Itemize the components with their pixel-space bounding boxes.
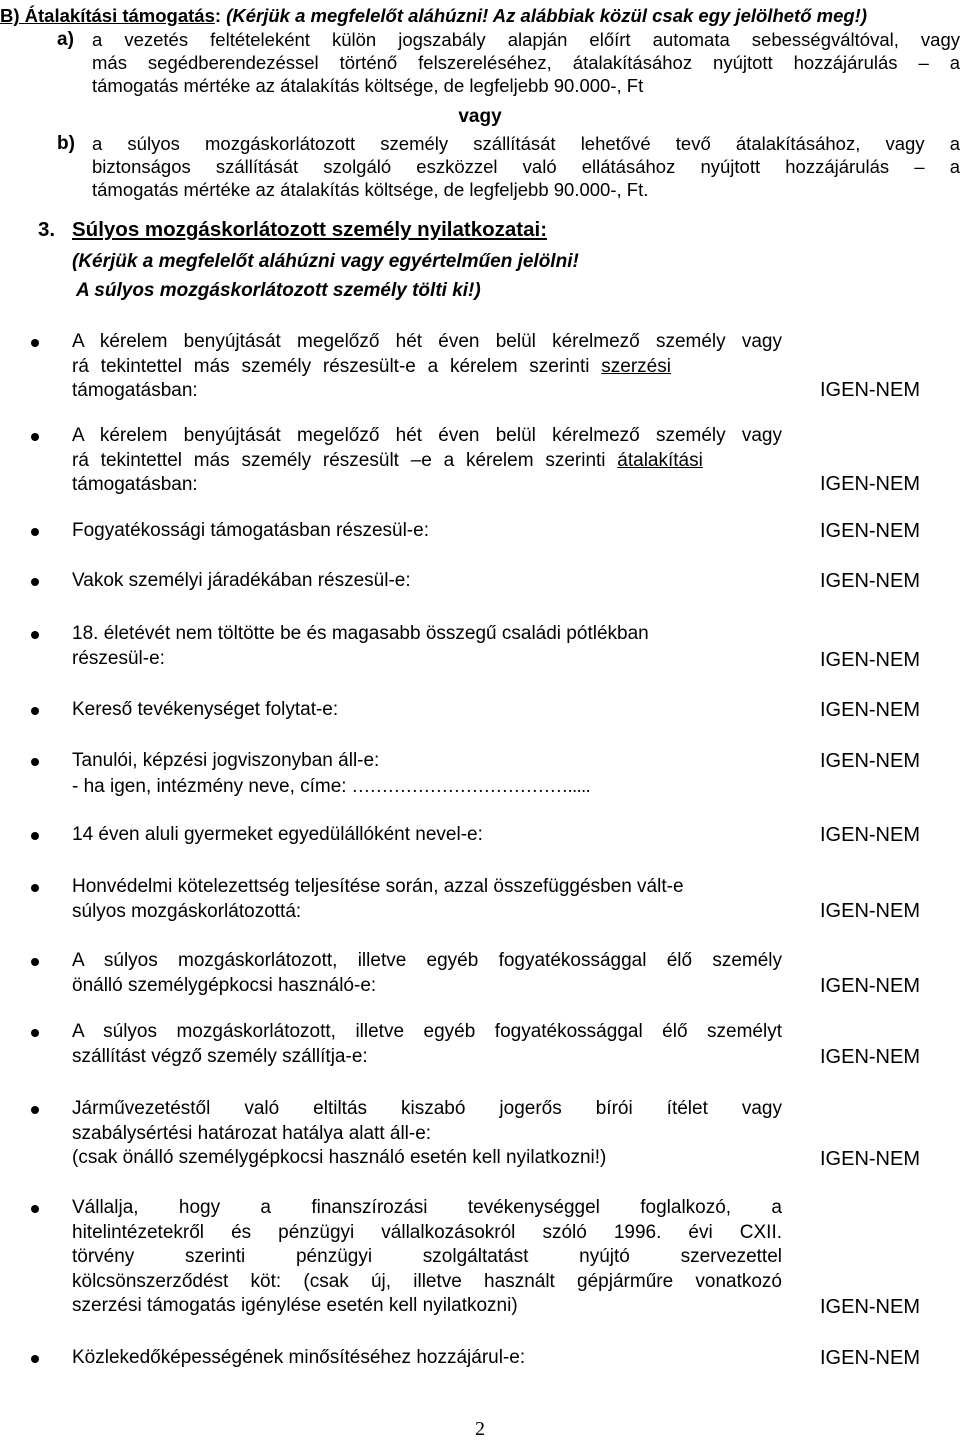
declaration-text [72, 519, 782, 544]
option-b-text [92, 132, 960, 201]
declaration-line [72, 1294, 782, 1319]
igen-nem-choice[interactable]: IGEN-NEM [820, 379, 920, 401]
declaration-text [72, 1196, 782, 1319]
declaration-text [72, 1346, 782, 1371]
declaration-line [72, 622, 782, 647]
option-b-line: biztonságos szállítását szolgáló eszközzel való ellátásához nyújtott hozzájárulás – a [92, 156, 960, 177]
declaration-line [72, 698, 782, 723]
declaration-text [72, 698, 782, 723]
igen-nem-choice[interactable]: IGEN-NEM [820, 750, 920, 772]
declaration-line-text: hitelintézetekről és pénzügyi vállalkozásokról szóló 1996. évi CXII. [72, 1221, 782, 1243]
declaration-text [72, 823, 782, 848]
declaration-line [72, 749, 782, 774]
declaration-line-text: - ha igen, intézmény neve, címe: [72, 775, 352, 797]
declaration-line [72, 949, 782, 974]
declaration-line [72, 379, 782, 404]
declaration-line-text: támogatásban: [72, 380, 198, 401]
declaration-line-text: súlyos mozgáskorlátozottá: [72, 900, 302, 922]
declaration-line [72, 569, 782, 594]
bullet-icon [31, 832, 39, 840]
igen-nem-choice[interactable]: IGEN-NEM [820, 473, 920, 495]
declaration-line [72, 1196, 782, 1221]
declaration-line-text: Tanulói, képzési jogviszonyban áll-e: [72, 750, 380, 771]
option-a-line: támogatás mértéke az átalakítás költsége, de legfeljebb 90.000-, Ft [92, 75, 644, 96]
igen-nem-choice[interactable]: IGEN-NEM [820, 699, 920, 721]
declaration-line-text: részesül-e: [72, 647, 165, 669]
declaration-line [72, 1221, 782, 1246]
bullet-icon [31, 1205, 39, 1213]
declaration-line-text: Járművezetéstől való eltiltás kiszabó jogerős bírói ítélet vagy [72, 1098, 782, 1119]
declaration-text [72, 949, 782, 998]
declaration-text [72, 1097, 782, 1171]
bullet-icon [31, 958, 39, 966]
declaration-line [72, 1122, 782, 1147]
section-b-header [0, 4, 867, 27]
declaration-line [72, 519, 782, 544]
option-b-line: a súlyos mozgáskorlátozott személy szállítását lehetővé tevő átalakításához, vagy a [92, 133, 960, 154]
section-3-note: A súlyos mozgáskorlátozott személy tölti ki!) [76, 280, 481, 301]
declaration-line [72, 875, 782, 900]
declaration-text [72, 749, 782, 799]
igen-nem-choice[interactable]: IGEN-NEM [820, 900, 920, 922]
declaration-line-text: A kérelem benyújtását megelőző hét éven belül kérelmező személy vagy [72, 425, 782, 446]
declaration-text [72, 330, 782, 404]
bullet-icon [31, 884, 39, 892]
declaration-line-text: A súlyos mozgáskorlátozott, illetve egyéb fogyatékossággal élő személy [72, 950, 782, 971]
option-b-label: b) [57, 133, 75, 154]
igen-nem-choice[interactable]: IGEN-NEM [820, 1347, 920, 1369]
bullet-icon [31, 1029, 39, 1037]
declaration-line-text: Honvédelmi kötelezettség teljesítése során, azzal összefüggésben vált-e [72, 876, 684, 897]
igen-nem-choice[interactable]: IGEN-NEM [820, 570, 920, 592]
declaration-line-text: szállítást végző személy szállítja-e: [72, 1045, 368, 1067]
declaration-text [72, 424, 782, 498]
declaration-line-text: kölcsönszerződést köt: (csak új, illetve használt gépjárműre vonatkozó [72, 1270, 782, 1292]
declaration-line [72, 1045, 782, 1070]
declaration-line-text: törvény szerinti pénzügyi szolgáltatást nyújtó szervezettel [72, 1246, 782, 1267]
declaration-line-text: önálló személygépkocsi használó-e: [72, 974, 377, 996]
declaration-line-text: rá tekintettel más személy részesült –e a kérelem szerinti [72, 449, 618, 471]
bullet-icon [31, 528, 39, 536]
declaration-line [72, 1020, 782, 1045]
declaration-line [72, 774, 782, 800]
underlined-term: szerzési [601, 355, 671, 377]
declaration-line-text: 18. életévét nem töltötte be és magasabb összegű családi pótlékban [72, 623, 649, 644]
declaration-line-text: Fogyatékossági támogatásban részesül-e: [72, 520, 429, 541]
declaration-line-text: 14 éven aluli gyermeket egyedülállóként nevel-e: [72, 824, 483, 845]
declaration-line-text: szerzési támogatás igénylése esetén kell nyilatkozni) [72, 1295, 518, 1316]
declaration-line [72, 1346, 782, 1371]
declaration-line [72, 974, 782, 999]
declaration-line [72, 1245, 782, 1270]
declaration-line-text: rá tekintettel más személy részesült-e a kérelem szerinti [72, 355, 602, 377]
declaration-line [72, 449, 782, 474]
igen-nem-choice[interactable]: IGEN-NEM [820, 1046, 920, 1068]
section-3-instruction: (Kérjük a megfelelőt aláhúzni vagy egyértelműen jelölni! [72, 251, 579, 272]
declaration-line [72, 823, 782, 848]
institution-fill-line[interactable]: ………………………………..... [351, 775, 591, 796]
declaration-text [72, 622, 782, 671]
declaration-line [72, 647, 782, 672]
vagy-separator: vagy [458, 106, 502, 127]
declaration-line-text: Vállalja, hogy a finanszírozási tevékenységgel foglalkozó, a [72, 1197, 782, 1218]
section-b-label: B) Átalakítási támogatás [0, 5, 215, 26]
igen-nem-choice[interactable]: IGEN-NEM [820, 1148, 920, 1170]
declaration-text [72, 875, 782, 924]
igen-nem-choice[interactable]: IGEN-NEM [820, 649, 920, 671]
declaration-line-text: A kérelem benyújtását megelőző hét éven belül kérelmező személy vagy [72, 331, 782, 352]
option-a-line: más segédberendezéssel történő felszereléséhez, átalakításához nyújtott hozzájárulás – a [92, 52, 960, 73]
igen-nem-choice[interactable]: IGEN-NEM [820, 975, 920, 997]
declaration-line [72, 900, 782, 925]
bullet-icon [31, 433, 39, 441]
declaration-line [72, 1097, 782, 1122]
option-b-line: támogatás mértéke az átalakítás költsége, de legfeljebb 90.000-, Ft. [92, 179, 649, 200]
option-a-label: a) [57, 29, 74, 50]
section-3-title: Súlyos mozgáskorlátozott személy nyilatkozatai: [72, 218, 548, 241]
bullet-icon [31, 339, 39, 347]
declaration-line [72, 1270, 782, 1295]
bullet-icon [31, 631, 39, 639]
section-b-colon: : [214, 5, 222, 26]
declaration-line [72, 424, 782, 449]
declaration-line-text: Kereső tevékenységet folytat-e: [72, 699, 339, 720]
bullet-icon [31, 758, 39, 766]
igen-nem-choice[interactable]: IGEN-NEM [820, 1296, 920, 1318]
bullet-icon [31, 1106, 39, 1114]
declaration-text [72, 1020, 782, 1069]
declaration-line-text: A súlyos mozgáskorlátozott, illetve egyéb fogyatékossággal élő személyt [72, 1021, 782, 1042]
declaration-text [72, 569, 782, 594]
igen-nem-choice[interactable]: IGEN-NEM [820, 520, 920, 542]
declaration-line-text: Közlekedőképességének minősítéséhez hozzájárul-e: [72, 1347, 526, 1368]
declaration-line [72, 1146, 782, 1171]
option-a-text [92, 28, 960, 97]
declaration-line [72, 330, 782, 355]
declaration-line [72, 355, 782, 380]
section-b-instruction: (Kérjük a megfelelőt aláhúzni! Az alábbiak közül csak egy jelölhető meg!) [221, 5, 867, 26]
bullet-icon [31, 707, 39, 715]
declaration-line [72, 473, 782, 498]
page-number: 2 [475, 1418, 485, 1440]
underlined-term: átalakítási [617, 449, 703, 471]
section-3-number: 3. [38, 218, 56, 241]
bullet-icon [31, 578, 39, 586]
option-a-line: a vezetés feltételeként külön jogszabály alapján előírt automata sebességváltóval, vagy [92, 29, 960, 50]
igen-nem-choice[interactable]: IGEN-NEM [820, 824, 920, 846]
declaration-line-text: (csak önálló személygépkocsi használó esetén kell nyilatkozni!) [72, 1147, 607, 1168]
declaration-line-text: Vakok személyi járadékában részesül-e: [72, 570, 411, 591]
declaration-line-text: támogatásban: [72, 474, 198, 495]
declaration-line-text: szabálysértési határozat hatálya alatt áll-e: [72, 1122, 432, 1144]
bullet-icon [31, 1355, 39, 1363]
